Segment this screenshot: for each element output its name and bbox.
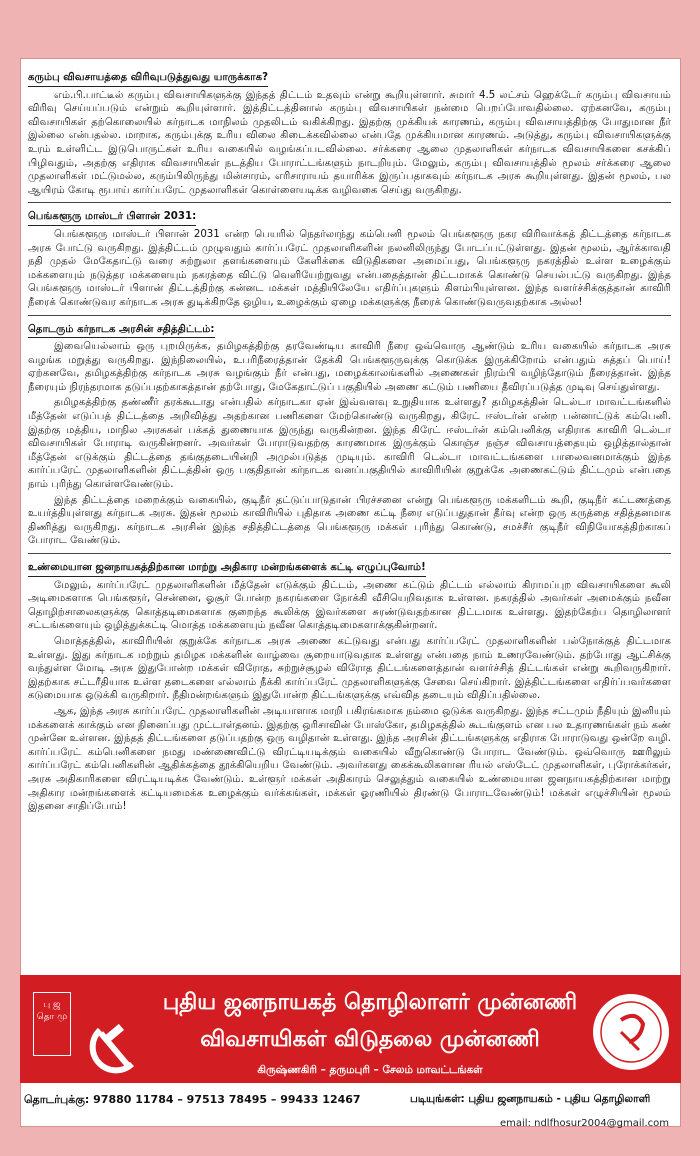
section-heading: பெங்களூரு மாஸ்டர் பிளான் 2031:: [28, 210, 196, 226]
organization-name-workers: புதிய ஜனநாயகத் தொழிலாளர் முன்னணி: [162, 990, 578, 1015]
divider: [28, 553, 671, 554]
districts-line: கிருஷ்ணகிரி – தருமபுரி – சேலம் மாவட்டங்கள்: [257, 1064, 483, 1076]
section-heading: உண்மையான ஜனநாயகத்திற்கான மாற்று அதிகார மன்றங்களைக் கட்டி எழுப்புவோம்!: [28, 561, 426, 577]
paragraph: பெங்களூரு மாஸ்டர் பிளான் 2031 என்ற பெயரில் நெதர்லாந்து கம்பெனி மூலம் பெங்களூரு நகர விரிவாக்கத் திட்டத்தை கர்நாடக அரசு போட்டு வருகிறது. இத்திட்டம் முழுவதும் கார்ப்பரேட் முதலாளிகளின் நலனிலிருந்து போடப்பட்டுள்ளது. இதன் மூலம், ஆர்க்காவதி நதி முதல் மேகேதாட்டு வரை சுற்றுலா தளங்களையும் கேளிக்கை விடுதிகளை அமைப்பது, பெங்களூரு நகரத்தில் உள்ள உழைக்கும் மக்களையும் நடுத்தர மக்களையும் நகரத்தை விட்டு வெளியேற்றுவது என்பதைத்தான் திட்டமாகக் கொண்டு செயல்பட்டு வருகிறது. இந்த பெங்களூரு மாஸ்டர் பிளான் திட்டத்திற்கு கன்னட மக்கள் மத்தியிலேயே எதிர்ப்புகளும் கிளம்பியுள்ளன. இந்த வளர்ச்சிக்குத்தான் காவிரி நீரைக் கொண்டுவர கர்நாடக அரசு துடிக்கிறதே ஒழிய, உழைக்கும் ஏழை மக்களுக்கு நீரைக் கொண்டுவருவதற்காக அல்ல!: [28, 228, 671, 308]
hammer-sickle-icon: [82, 1020, 152, 1080]
section-heading: தொடரும் கர்நாடக அரசின் சதித்திட்டம்:: [28, 323, 215, 339]
divider: [28, 315, 671, 316]
paragraph: ஆக, இந்த அரசு கார்ப்பரேட் முதலாளிகளின் அடியாளாக மாறி பகிரங்கமாக நம்மை ஒடுக்க வருகிறது. இந்த சட்டமும் நீதியும் இனியும் மக்களைக் காக்கும் என நினைப்பது முட்டாள்தனம். இதற்கு ஒரிசாவின் போஸ்கோ, தமிழகத்தில் கூடங்குளம் என பல உதாரணங்கள் நம் கண் முன்னே உள்ளன. இந்தத் திட்டங்களை தடுப்பதற்கு ஒரு வழிதான் உள்ளது. இந்த அரசின் திட்டங்களுக்கு எதிராக போராடுவது ஒன்றே வழி. கார்ப்பரேட் கம்பெனிகளை நமது மண்ணைவிட்டு விரட்டியடிக்கும் வகையில் வீறுகொண்டு போராட வேண்டும். ஒவ்வொரு ஊரிலும் கார்ப்பரேட் கம்பெனிகளின் ஆதிக்கத்தை தூக்கியெறிய வேண்டும். அவர்களது கைக்கூலிகளான ரியல் எஸ்டேட் முதலாளிகள், புரோக்கர்கள், அரசு அதிகாரிகளை விரட்டியடிக்க வேண்டும். உள்ளூர் மக்கள் அதிகாரம் செலுத்தும் வகையில் உண்மையான ஜனநாயகத்திற்கான மாற்று அதிகார மன்றங்களைக் கட்டியமைக்க உழைக்கும் வர்க்கங்கள், மக்கள் ஓரணியில் திரண்டு போராடவேண்டும்! மக்கள் எழுச்சியின் மூலம் இதனை சாதிப்போம்!: [28, 705, 671, 813]
read-magazines: படியுங்கள்: புதிய ஜனநாயகம் - புதிய தொழிலாளி: [410, 1093, 651, 1105]
paragraph: இவையெல்லாம் ஒரு புறமிருக்க, தமிழகத்திற்கு தரவேண்டிய காவிரி நீரை ஒவ்வொரு ஆண்டும் உரிய வகையில் கர்நாடக அரசு வழங்க மறுத்து வருகிறது. இந்நிலையில், உபரிநீரைத்தான் தேக்கி பெங்களூருவுக்கு கொடுக்க இருக்கிறோம் என்பதும் சுத்தப் பொய்! ஏற்கனவே, தமிழகத்திற்கு கர்நாடக அரசு வழங்கும் நீர் என்பது, மழைக்காலங்களில் அணைகள் நிரம்பி வழிந்தோடும் நீரைத்தான். இந்த நீரையும் நிரந்தரமாக தடுப்பதற்காகத்தான் தற்போது, மேகேதாட்டுப் பகுதியில் அணை கட்டும் பணியை தீவிரப்படுத்த முடிவு செய்துள்ளது.: [28, 341, 671, 393]
farmers-seal-icon: [591, 992, 671, 1072]
party-abbreviation-box: பு ஜ தொ மு: [33, 992, 71, 1056]
organization-name-farmers: விவசாயிகள் விடுதலை முன்னணி: [200, 1027, 540, 1052]
paragraph: இந்த திட்டத்தை மறைக்கும் வகையில், குடிநீர் தட்டுப்பாடுதான் பிரச்சனை என்று பெங்களூரு மக்களிடம் கூறி, குடிநீர் கட்டணத்தை உயர்த்தியுள்ளது கர்நாடக அரசு. இதன் மூலம் காவிரியில் புதிதாக அணை கட்டி நீரை எடுப்பதுதான் தீர்வு என்ற ஒரு கருத்தை சதித்தனமாக திணித்து வருகிறது. கர்நாடக அரசின் இந்த சதித்திட்டத்தை பெங்களூரு மக்கள் புரிந்து கொண்டு, சமச்சீர் குடிநீர் விநியோகத்திற்காகப் போராட வேண்டும்.: [28, 494, 671, 547]
contact-phones: தொடர்புக்கு: 97880 11784 – 97513 78495 – 99433 12467: [24, 1093, 361, 1106]
paragraph: தமிழகத்திற்கு தண்ணீர் தரக்கூடாது என்பதில் கர்நாடகா ஏன் இவ்வளவு உறுதியாக உள்ளது? தமிழகத்தின் டெல்டா மாவட்டங்களில் மீத்தேன் எடுப்பத் திட்டத்தை அறிவித்து அதற்கான பணிகளை மேற்கொண்டு வருகிறது, கிரேட் ஈஸ்டர்ன் என்ற பன்னாட்டுக் கம்பெனி. இதற்கு மத்திய, மாநில அரசுகள் பக்கத் துணையாக இருந்து வருகின்றன. இந்த கிரேட் ஈஸ்டர்ன் கம்பெனிக்கு எதிராக காவிரி டெல்டா விவசாயிகள் போராடி வருகின்றனர். அவர்கள் போராடுவதற்கு காரணமாக இருக்கும் கொஞ்ச நஞ்ச விவசாயத்தையும் ஒழித்தால்தான் மீத்தேன் எடுக்கும் திட்டத்தை தங்குதடையின்றி அமுல்படுத்த முடியும். காவிரி டெல்டா மாவட்டங்களை பாலைவனமாக்கும் இந்த கார்ப்பரேட் முதலாளிகளின் திட்டத்தின் ஒரு பகுதிதான் கர்நாடக வனப்பகுதியில் காவிரியின் குறுக்கே அணைகட்டும் திட்டமும் என்பதை நாம் புரிந்து கொள்ளவேண்டும்.: [28, 397, 671, 491]
article-body: [28, 68, 671, 816]
paragraph: மேலும், கார்ப்பரேட் முதலாளிகளின் மீத்தேன் எடுக்கும் திட்டம், அணை கட்டும் திட்டம் எல்லாம் கிராமப்புற விவசாயிகளை கூலி அடிமைகளாக பெங்களூர், சென்னை, ஓசூர் போன்ற நகரங்களை நோக்கி வீசியெறிவதாக உள்ளன. நகரத்தில் அவர்கள் அமைக்கும் நவீன தொழிற்சாலைகளுக்கு கொத்தடிமைகளாக குறைந்த கூலிக்கு இவர்களை சுரண்டுவதற்கான திட்டமாக உள்ளது. இதற்கேற்ப தொழிலாளர் சட்டங்களையும் ஒழித்துக்கட்டி மொத்த மக்களையும் நவீன கொத்தடிமைகளாக்குகின்றனர்.: [28, 579, 671, 632]
paragraph: மொத்தத்தில், காவிரியின் குறுக்கே கர்நாடக அரசு அணை கட்டுவது என்பது கார்ப்பரேட் முதலாளிகளின் பல்நோக்குத் திட்டமாக உள்ளது. இது கர்நாடக மற்றும் தமிழக மக்களின் வாழ்வை சூறையாடுவதாக உள்ளது என்பதை நாம் உணரவேண்டும். தற்போது ஆட்சிக்கு வந்துள்ள மோடி அரசு இதுபோன்ற மக்கள் விரோத, சுற்றுச்சூழல் விரோத திட்டங்களைத்தான் வளர்ச்சித் திட்டங்கள் என்று கூறிவருகிறார். இதற்காக சட்டரீதியாக உள்ள தடைகளை எல்லாம் நீக்கி கார்ப்பரேட் முதலாளிகளுக்கு சேவை செய்கிறார். இத்திட்டங்களை எதிர்ப்பவர்களை கடுமையாக ஒடுக்கி வருகிறார். நீதிமன்றங்களும் இதுபோன்ற திட்டங்களுக்கு எவ்வித தடையும் விதிப்பதில்லை.: [28, 635, 671, 702]
section-heading: கரும்பு விவசாயத்தை விரிவுபடுத்துவது யாருக்காக?: [28, 71, 268, 87]
paragraph: எம்.பி.பாட்டீல் கரும்பு விவசாயிகளுக்கு இந்தத் திட்டம் உதவும் என்று கூறியுள்ளார். சுமார் 4.5 லட்சம் ஹெக்டேர் கரும்பு விவசாயம் விரிவு செய்யப்படும் என்றும் கூறியுள்ளார். இத்திட்டத்தினால் கரும்பு விவசாயிகள் நன்மை பெறப்போவதில்லை. ஏற்கனவே, கரும்பு விவசாயிகள் தற்கொலையில் கர்நாடக மாநிலம் முதலிடம் வகிக்கிறது. இதற்கு முக்கியக் காரணம், கரும்பு விவசாயத்திற்கு போதுமான நீர் இல்லை என்பதல்ல. மாறாக, கரும்புக்கு உரிய விலை கிடைக்கவில்லை என்பதே முக்கியமான காரணம். அடுத்து, கரும்பு விவசாயிகளுக்கு உரம் உள்ளிட்ட இடுபொருட்கள் உரிய வகையில் வழங்கப்படவில்லை. சர்க்கரை ஆலை முதலாளிகள் கர்நாடக விவசாயிகளை கசக்கிப் பிழிவதும், அதற்கு எதிராக விவசாயிகள் நடத்திய போராட்டங்களும் நாடறியும். மேலும், கரும்பு விவசாயத்தில் மூலம் சர்க்கரை ஆலை முதலாளிகள் மட்டுமல்ல, கரும்பிலிருந்து மின்சாரம், எரிசாராயம் தயாரிக்க இருப்பதாகவும் கர்நாடக அரசு கூறியுள்ளது. இதன் மூலம், பல ஆயிரம் கோடி ரூபாய் கார்ப்பரேட் முதலாளிகள் கொள்ளையடிக்க வழிவகை செய்து வருகிறது.: [28, 89, 671, 196]
email-address[interactable]: email: ndlfhosur2004@gmail.com: [500, 1118, 669, 1129]
divider: [28, 202, 671, 203]
